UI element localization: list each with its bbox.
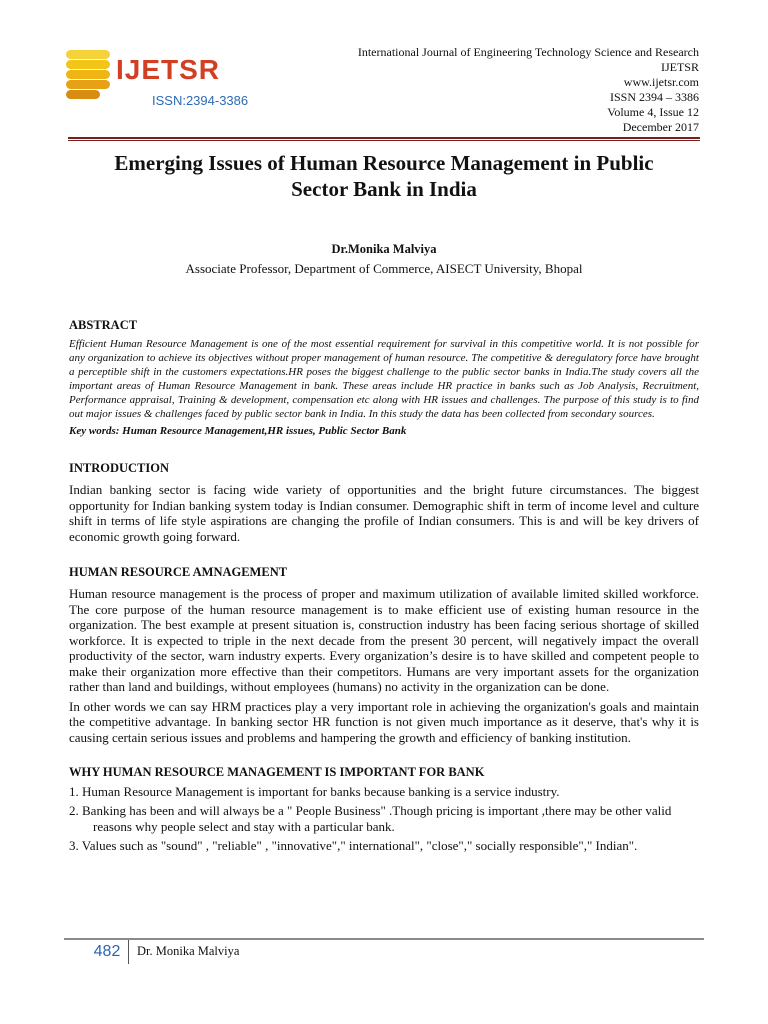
hrm-paragraph-1: Human resource management is the process of proper and maximum utilization of available limited skilled workforce. The core purpose of the human resource management is to make efficient use of existing human resource in the organization. The best example at present situation is, construction industry has been facing serious shortage of skilled workforce. It is expected to triple in the next decade from the present 30 percent, will negatively impact the overall productivity of the sector, warn industry experts. Every organization’s desire is to have skilled and competent people to make their organization more effective than their competitors. Humans are very important assets for the organization rather than land and buildings, without employees (humans) no activity in the organization can be done.: [69, 586, 699, 694]
author-affiliation: Associate Professor, Department of Commerce, AISECT University, Bhopal: [185, 261, 583, 276]
page-number: 482: [93, 943, 121, 960]
logo-stack-icon: [66, 50, 110, 98]
paper-title: [64, 150, 704, 202]
list-item: 3. Values such as "sound" , "reliable" , "innovative"," international", "close"," socially responsible"," Indian".: [69, 838, 638, 853]
logo-issn: ISSN:2394-3386: [152, 93, 249, 108]
journal-logo: [66, 42, 256, 112]
list-item: 2. Banking has been and will always be a " People Business" .Though pricing is important ,there may be other valid reasons why people select and stay with a particular bank.: [69, 803, 672, 834]
abstract-text: Efficient Human Resource Management is one of the most essential requirement for survival in this competitive world. It is not possible for any organization to achieve its objectives without proper management of human resource. The competitive & deregulatory force have brought a perceptible shift in the customers expectations.HR poses the biggest challenge to the public sector banks in India.The study covers all the important areas of Human Resource Management in bank. These areas include HR practice in banks such as Job Analysis, Recruitment, Performance appraisal, Training & development, compensation etc along with HR issues and challenges. The purpose of this study is to find out major issues & challenges faced by public sector bank in India. In this study the data has been collected from secondary sources.: [69, 338, 699, 420]
footer-author: Dr. Monika Malviya: [137, 944, 240, 958]
paper-body: [69, 318, 699, 857]
header-divider: [68, 137, 700, 141]
journal-info: [279, 45, 699, 135]
journal-website: www.ijetsr.com: [623, 75, 699, 89]
why-hrm-heading: WHY HUMAN RESOURCE MANAGEMENT IS IMPORTANT FOR BANK: [69, 765, 485, 779]
journal-volume: Volume 4, Issue 12: [607, 105, 699, 119]
introduction-text: Indian banking sector is facing wide variety of opportunities and the bright future circumstances. The biggest opportunity for Indian banking system today is Indian consumer. Demographic shift in term of income level and culture shift in terms of life style aspirations are changing the profile of Indian consumers. This is and will be key drivers of economic growth going forward.: [69, 482, 699, 544]
hrm-paragraph-2: In other words we can say HRM practices play a very important role in achieving the organization's goals and maintain the competitive advantage. In banking sector HR function is not given much importance as it deserve, that's why it is causing certain serious issues and problems and hampering the growth and efficiency of banking institution.: [69, 698, 699, 745]
journal-issn: ISSN 2394 – 3386: [609, 90, 699, 104]
logo-text: IJETSR: [116, 54, 221, 85]
journal-abbrev: IJETSR: [660, 60, 699, 74]
journal-name: International Journal of Engineering Technology Science and Research: [357, 45, 699, 59]
introduction-heading: INTRODUCTION: [69, 461, 170, 475]
journal-date: December 2017: [622, 120, 699, 134]
list-item: 1. Human Resource Management is important for banks because banking is a service industry.: [69, 784, 560, 799]
abstract-heading: ABSTRACT: [69, 318, 138, 332]
footer-separator: [128, 940, 129, 964]
author-name: Dr.Monika Malviya: [331, 242, 437, 256]
keywords: Key words: Human Resource Management,HR issues, Public Sector Bank: [69, 425, 407, 437]
why-hrm-list: [69, 784, 699, 854]
title-line-1: Emerging Issues of Human Resource Management in Public: [114, 151, 654, 175]
footer-divider: [64, 938, 704, 940]
hrm-heading: HUMAN RESOURCE AMNAGEMENT: [69, 565, 288, 579]
title-line-2: Sector Bank in India: [291, 177, 477, 201]
